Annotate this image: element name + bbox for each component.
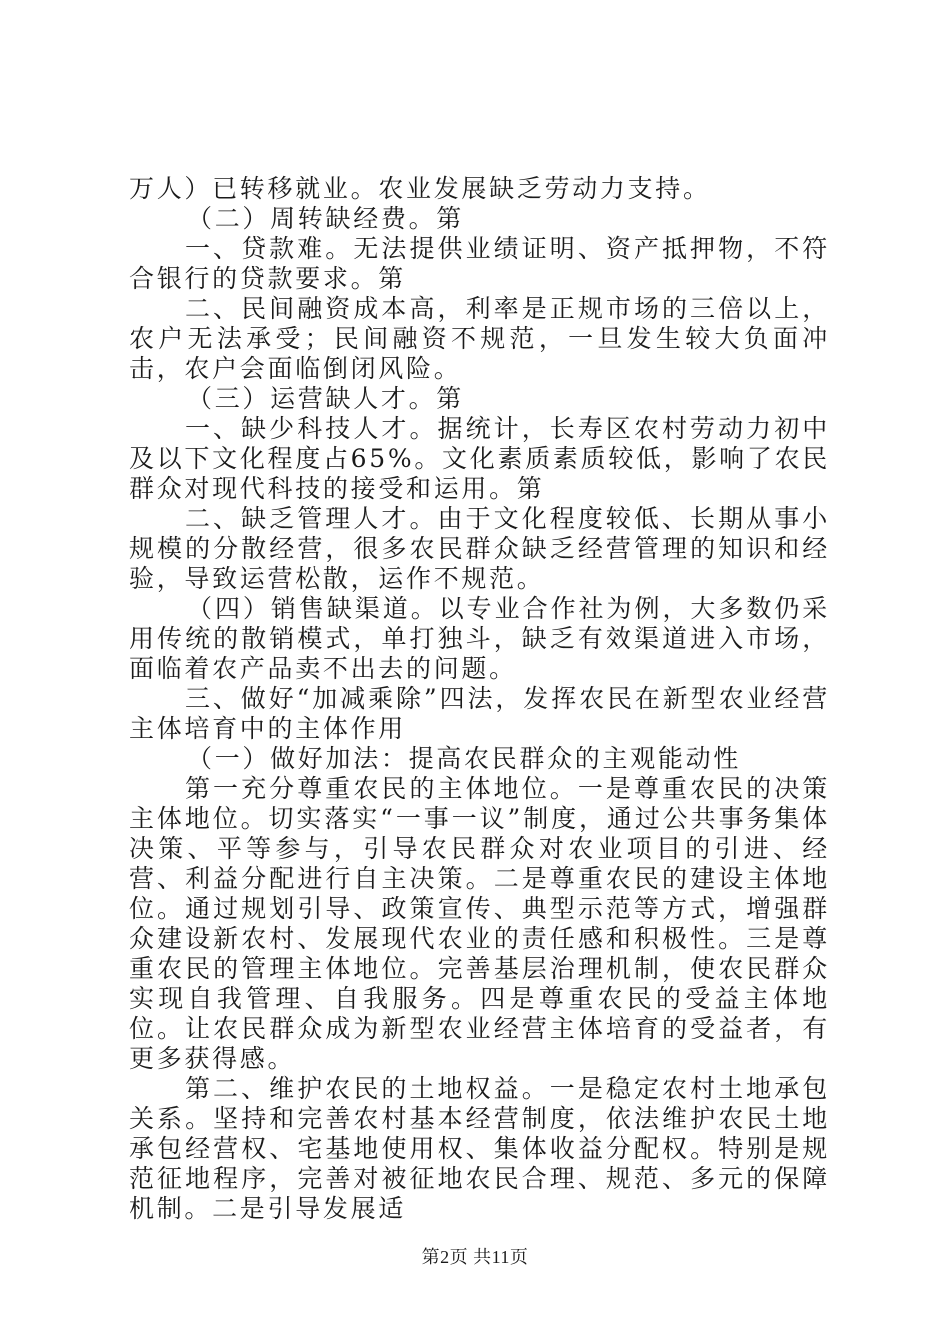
document-body <box>129 174 830 1224</box>
paragraph: 二、缺乏管理人才。由于文化程度较低、长期从事小规模的分散经营，很多农民群众缺乏经营管理的知识和经验，导致运营松散，运作不规范。 <box>129 504 830 593</box>
paragraph: 万人）已转移就业。农业发展缺乏劳动力支持。 <box>129 174 711 203</box>
paragraph: 第二、维护农民的土地权益。一是稳定农村土地承包关系。坚持和完善农村基本经营制度，依法维护农民土地承包经营权、宅基地使用权、集体收益分配权。特别是规范征地程序，完善对被征地农民合理、规范、多元的保障机制。二是引导发展适 <box>129 1074 830 1223</box>
paragraph: 第一充分尊重农民的主体地位。一是尊重农民的决策主体地位。切实落实“一事一议”制度，通过公共事务集体决策、平等参与，引导农民群众对农业项目的引进、经营、利益分配进行自主决策。二是尊重农民的建设主体地位。通过规划引导、政策宣传、典型示范等方式，增强群众建设新农村、发展现代农业的责任感和积极性。三是尊重农民的管理主体地位。完善基层治理机制，使农民群众实现自我管理、自我服务。四是尊重农民的受益主体地位。让农民群众成为新型农业经营主体培育的受益者，有更多获得感。 <box>129 774 830 1073</box>
section-heading: 三、做好“加减乘除”四法，发挥农民在新型农业经营主体培育中的主体作用 <box>129 684 830 743</box>
paragraph: 二、民间融资成本高，利率是正规市场的三倍以上，农户无法承受；民间融资不规范，一旦发生较大负面冲击，农户会面临倒闭风险。 <box>129 294 830 383</box>
page-number-footer: 第2页 共11页 <box>421 1247 529 1267</box>
paragraph: 一、贷款难。无法提供业绩证明、资产抵押物，不符合银行的贷款要求。第 <box>129 234 830 293</box>
paragraph: 一、缺少科技人才。据统计，长寿区农村劳动力初中及以下文化程度占65%。文化素质素质较低，影响了农民群众对现代科技的接受和运用。第 <box>129 414 830 503</box>
paragraph: （二）周转缺经费。第 <box>187 204 465 233</box>
paragraph: （四）销售缺渠道。以专业合作社为例，大多数仍采用传统的散销模式，单打独斗，缺乏有效渠道进入市场，面临着农产品卖不出去的问题。 <box>129 594 830 683</box>
subsection-heading: （一）做好加法：提高农民群众的主观能动性 <box>187 744 742 773</box>
paragraph: （三）运营缺人才。第 <box>187 384 465 413</box>
